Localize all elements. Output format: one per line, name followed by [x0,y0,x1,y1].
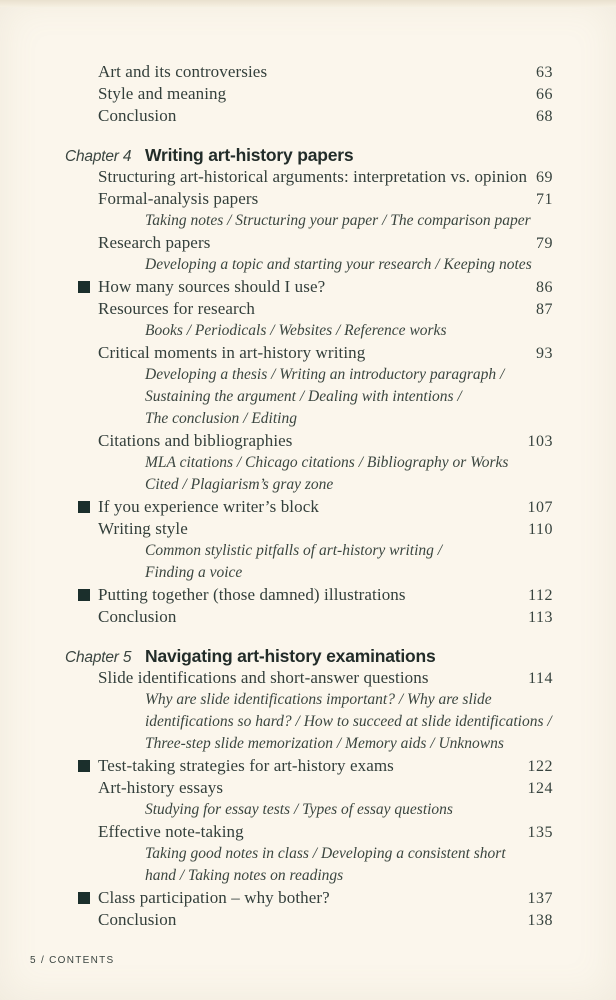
subentry-text: Developing a topic and starting your research / Keeping notes [145,256,532,273]
entry-title: Formal-analysis papers [98,189,259,208]
toc-subentry [0,843,616,865]
toc-entry [0,105,616,127]
bullet-square-icon [78,501,90,513]
toc-subentry [0,562,616,584]
entry-page-number: 122 [527,758,553,775]
toc-entry [0,909,616,931]
toc-section [0,61,616,127]
toc-entry [0,584,616,606]
toc-subentry [0,799,616,821]
footer-separator: / [36,955,50,966]
toc-entry [0,166,616,188]
entry-page-number: 66 [536,86,553,103]
entry-title: Test-taking strategies for art-history exams [98,756,394,775]
toc-subentry [0,711,616,733]
toc-entry [0,821,616,843]
table-of-contents [0,61,616,931]
entry-page-number: 107 [527,499,553,516]
toc-entry [0,188,616,210]
subentry-text: Books / Periodicals / Websites / Reference works [145,322,447,339]
toc-subentry [0,408,616,430]
toc-section [0,645,616,931]
toc-subentry [0,540,616,562]
toc-subentry [0,210,616,232]
entry-title: Conclusion [98,607,177,626]
entry-title: Slide identifications and short-answer questions [98,668,429,687]
entry-title: Effective note-taking [98,822,244,841]
entry-title: Art and its controversies [98,62,268,81]
toc-entry [0,496,616,518]
page-footer [30,955,115,966]
subentry-text: Cited / Plagiarism’s gray zone [145,476,334,493]
subentry-text: Common stylistic pitfalls of art-history writing / [145,542,443,559]
entry-page-number: 93 [536,345,553,362]
toc-entry [0,887,616,909]
entry-page-number: 137 [527,890,553,907]
bullet-square-icon [78,281,90,293]
chapter-label: Chapter 4 [65,148,132,165]
entry-page-number: 63 [536,64,553,81]
subentry-text: Developing a thesis / Writing an introductory paragraph / [145,366,505,383]
footer-page-number: 5 [30,955,37,966]
subentry-text: hand / Taking notes on readings [145,867,344,884]
chapter-heading [0,645,616,667]
toc-subentry [0,474,616,496]
entry-page-number: 103 [527,433,553,450]
bullet-square-icon [78,589,90,601]
entry-title: Art-history essays [98,778,224,797]
toc-subentry [0,320,616,342]
entry-page-number: 138 [527,912,553,929]
subentry-text: Studying for essay tests / Types of essay questions [145,801,453,818]
toc-entry [0,606,616,628]
entry-page-number: 87 [536,301,553,318]
subentry-text: The conclusion / Editing [145,410,297,427]
entry-title: Citations and bibliographies [98,431,293,450]
subentry-text: Three-step slide memorization / Memory aids / Unknowns [145,735,504,752]
toc-entry [0,276,616,298]
entry-page-number: 124 [527,780,553,797]
toc-section [0,144,616,628]
entry-title: Writing style [98,519,188,538]
toc-entry [0,777,616,799]
bullet-square-icon [78,892,90,904]
toc-subentry [0,452,616,474]
entry-page-number: 71 [536,191,553,208]
toc-entry [0,755,616,777]
toc-entry [0,518,616,540]
chapter-heading [0,144,616,166]
subentry-text: Why are slide identifications important? / Why are slide [145,691,492,708]
entry-title: How many sources should I use? [98,277,326,296]
entry-title: If you experience writer’s block [98,497,319,516]
entry-page-number: 113 [528,609,553,626]
entry-title: Putting together (those damned) illustrations [98,585,406,604]
toc-entry [0,61,616,83]
toc-entry [0,342,616,364]
toc-entry [0,667,616,689]
entry-page-number: 69 [536,169,553,186]
entry-title: Critical moments in art-history writing [98,343,366,362]
entry-page-number: 68 [536,108,553,125]
entry-title: Conclusion [98,106,177,125]
entry-title: Structuring art-historical arguments: interpretation vs. opinion [98,167,528,186]
chapter-title: Writing art-history papers [145,145,354,165]
toc-subentry [0,386,616,408]
chapter-label: Chapter 5 [65,649,132,666]
entry-page-number: 114 [528,670,553,687]
subentry-text: MLA citations / Chicago citations / Bibliography or Works [145,454,509,471]
subentry-text: Taking notes / Structuring your paper / The comparison paper [145,212,531,229]
entry-page-number: 135 [527,824,553,841]
chapter-title: Navigating art-history examinations [145,646,436,666]
toc-subentry [0,254,616,276]
toc-entry [0,430,616,452]
subentry-text: identifications so hard? / How to succeed at slide identifications / [145,713,552,730]
entry-title: Research papers [98,233,211,252]
toc-subentry [0,689,616,711]
toc-entry [0,83,616,105]
toc-subentry [0,733,616,755]
entry-page-number: 79 [536,235,553,252]
entry-title: Style and meaning [98,84,227,103]
toc-entry [0,298,616,320]
bullet-square-icon [78,760,90,772]
toc-subentry [0,364,616,386]
page-top-edge [0,0,616,7]
entry-page-number: 86 [536,279,553,296]
subentry-text: Finding a voice [145,564,243,581]
footer-label: CONTENTS [49,955,115,966]
entry-page-number: 112 [528,587,553,604]
subentry-text: Sustaining the argument / Dealing with intentions / [145,388,462,405]
entry-title: Conclusion [98,910,177,929]
entry-title: Resources for research [98,299,256,318]
entry-title: Class participation – why bother? [98,888,330,907]
entry-page-number: 110 [528,521,553,538]
toc-subentry [0,865,616,887]
toc-entry [0,232,616,254]
subentry-text: Taking good notes in class / Developing a consistent short [145,845,506,862]
